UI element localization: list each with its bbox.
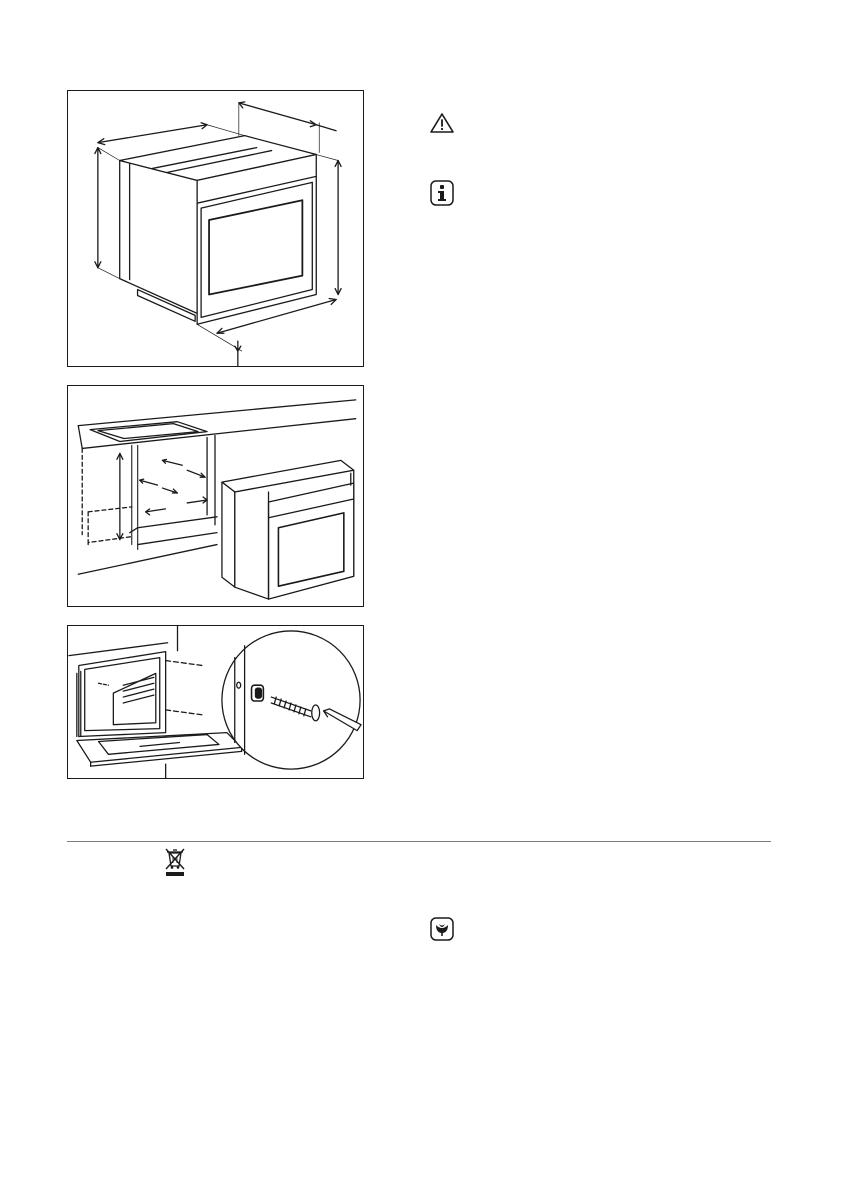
warning-triangle-icon — [429, 112, 455, 134]
environment-flower-icon — [430, 917, 454, 941]
information-icon — [430, 180, 454, 206]
section-divider — [67, 841, 771, 842]
crossed-out-wheelie-bin-icon — [163, 847, 187, 877]
oven-dimensions-figure — [67, 90, 364, 367]
cabinet-installation-figure — [67, 385, 364, 607]
cabinet-installation-drawing — [68, 386, 363, 606]
oven-fixing-screw-drawing — [68, 626, 363, 778]
oven-fixing-screw-figure — [67, 625, 364, 779]
oven-dimensions-drawing — [68, 91, 363, 366]
